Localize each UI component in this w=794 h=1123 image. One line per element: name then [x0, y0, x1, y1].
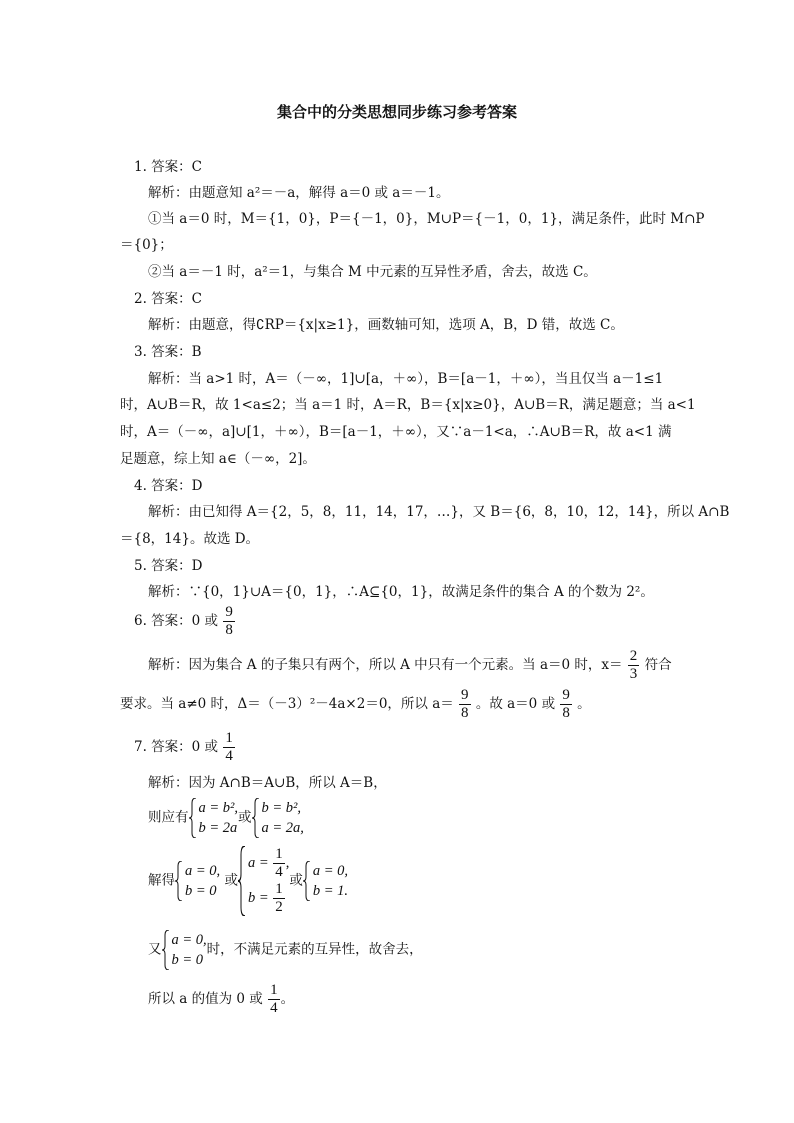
fraction-2-3 [628, 648, 640, 683]
q7-line-2 [148, 798, 304, 838]
fraction-denominator: 8 [461, 705, 469, 721]
fraction-numerator: 9 [225, 604, 233, 620]
fraction-denominator: 8 [562, 705, 570, 721]
fraction-numerator: 9 [562, 687, 570, 703]
equation-row: b = b², [261, 800, 302, 816]
or-word: 或 [289, 872, 303, 889]
q7-line-4 [148, 930, 423, 970]
equation-row: a = 0, [171, 932, 207, 948]
left-brace-icon [303, 861, 311, 901]
q5-answer: 5. 答案：D [134, 558, 203, 574]
left-brace-icon [189, 798, 197, 838]
q6-line-1-text: 解析：因为集合 A 的子集只有两个，所以 A 中只有一个元素。当 a＝0 时，x＝ [148, 657, 623, 673]
q1-answer: 1. 答案：C [134, 159, 203, 175]
equation-row: a = 0, [312, 863, 349, 879]
fraction-9-8 [560, 687, 572, 722]
or-word: 或 [238, 809, 252, 826]
left-brace-icon [162, 930, 170, 970]
left-brace-icon [238, 846, 246, 916]
q7-line-4-prefix: 又 [148, 941, 162, 958]
fraction-numerator: 9 [461, 687, 469, 703]
equation-system-4 [238, 846, 289, 916]
q7-line-4-suffix: 时，不满足元素的互异性，故舍去， [206, 941, 423, 958]
q6-answer-prefix: 6. 答案：0 或 [134, 613, 219, 629]
q1-line-2: ①当 a＝0 时，M＝{1，0}，P＝{－1，0}，M∪P＝{－1，0，1}，满足条件，此时 M∩P [148, 211, 705, 227]
equation-system-3 [175, 861, 220, 901]
q7-answer-prefix: 7. 答案：0 或 [134, 739, 219, 755]
fraction-9-8 [223, 604, 235, 639]
equation-row: a = $\frac{1}{4}$ , [247, 846, 290, 880]
equation-row: a = b², [198, 800, 239, 816]
left-brace-icon [252, 798, 260, 838]
q3-line-4: 足题意，综上知 a∈（－∞，2]。 [120, 451, 316, 467]
q7-line-3 [148, 846, 348, 916]
equation-row: b = 1. [312, 883, 349, 899]
equation-row: b = 2a [198, 820, 238, 836]
fraction-1-2: $\frac{1}{2}$ [275, 881, 283, 915]
equation-system-2 [252, 798, 304, 838]
equation-system-6 [162, 930, 207, 970]
q3-answer: 3. 答案：B [134, 344, 202, 360]
q6-line-1 [148, 648, 672, 683]
left-brace-icon [175, 861, 183, 901]
fraction-numerator: 1 [270, 982, 278, 998]
q6-line-2-end: 。 [577, 696, 591, 712]
fraction-denominator: 4 [225, 748, 233, 764]
fraction-1-4: $\frac{1}{4}$ [275, 846, 283, 880]
fraction-1-4 [223, 730, 235, 765]
q6-line-2-text: 要求。当 a≠0 时，Δ＝（－3）²－4a×2＝0，所以 a＝ [120, 696, 454, 712]
fraction-numerator: 1 [225, 730, 233, 746]
q1-line-4: ②当 a＝－1 时，a²＝1，与集合 M 中元素的互异性矛盾，舍去，故选 C。 [148, 264, 597, 280]
equation-row: b = 0 [185, 883, 217, 899]
q7-line-3-prefix: 解得 [148, 872, 175, 889]
q7-line-5-text: 所以 a 的值为 0 或 [148, 991, 263, 1007]
q6-line-1-tail: 符合 [644, 657, 672, 673]
or-word: 或 [224, 872, 238, 889]
q4-line-1: 解析：由已知得 A＝{2，5，8，11，14，17，…}，又 B＝{6，8，10，12，14}，所以 A∩B [148, 504, 730, 520]
equation-system-1 [189, 798, 239, 838]
q7-answer [134, 730, 236, 765]
q3-line-1: 解析：当 a>1 时，A＝（－∞，1]∪[a，＋∞），B＝[a－1，＋∞），当且仅当 a－1≤1 [148, 371, 664, 387]
fraction-numerator: 2 [629, 648, 638, 664]
q2-answer: 2. 答案：C [134, 291, 203, 307]
q2-line-1: 解析：由题意，得∁RP＝{x|x≥1}，画数轴可知，选项 A，B，D 错，故选 C。 [148, 317, 624, 333]
q4-line-2: ＝{8，14}。故选 D。 [120, 531, 260, 547]
q6-line-2 [120, 687, 591, 722]
fraction-9-8 [459, 687, 471, 722]
fraction-denominator: 4 [270, 1000, 278, 1016]
q1-line-1: 解析：由题意知 a²＝－a，解得 a＝0 或 a＝－1。 [148, 185, 450, 201]
q7-line-5 [148, 982, 294, 1017]
equation-row: a = 0, [185, 863, 221, 879]
q7-line-1: 解析：因为 A∩B＝A∪B，所以 A＝B， [148, 775, 387, 791]
q7-line-5-end: 。 [280, 991, 295, 1007]
equation-row: b = 0 [171, 952, 204, 968]
equation-row: a = 2a, [261, 820, 304, 836]
q5-line-1: 解析：∵{0，1}∪A＝{0，1}，∴A⊆{0，1}，故满足条件的集合 A 的个数为 2²。 [148, 584, 654, 600]
fraction-denominator: 3 [629, 666, 638, 682]
equation-row: b = $\frac{1}{2}$ [247, 881, 283, 915]
fraction-denominator: 8 [225, 622, 233, 638]
q1-line-3: ＝{0}； [120, 237, 173, 253]
q6-answer [134, 604, 236, 639]
q7-line-2-prefix: 则应有 [148, 809, 189, 826]
fraction-1-4 [268, 982, 280, 1017]
q6-line-2-mid: 。故 a＝0 或 [475, 696, 556, 712]
page-title: 集合中的分类思想同步练习参考答案 [276, 103, 517, 121]
equation-system-5 [303, 861, 348, 901]
q3-line-3: 时，A＝（－∞，a]∪[1，＋∞），B＝[a－1，＋∞），又∵a－1<a，∴A∪B＝R，故 a<1 满 [120, 424, 672, 440]
q3-line-2: 时，A∪B＝R，故 1<a≤2；当 a＝1 时，A＝R，B＝{x|x≥0}，A∪B＝R，满足题意；当 a<1 [120, 397, 696, 413]
q4-answer: 4. 答案：D [134, 478, 203, 494]
